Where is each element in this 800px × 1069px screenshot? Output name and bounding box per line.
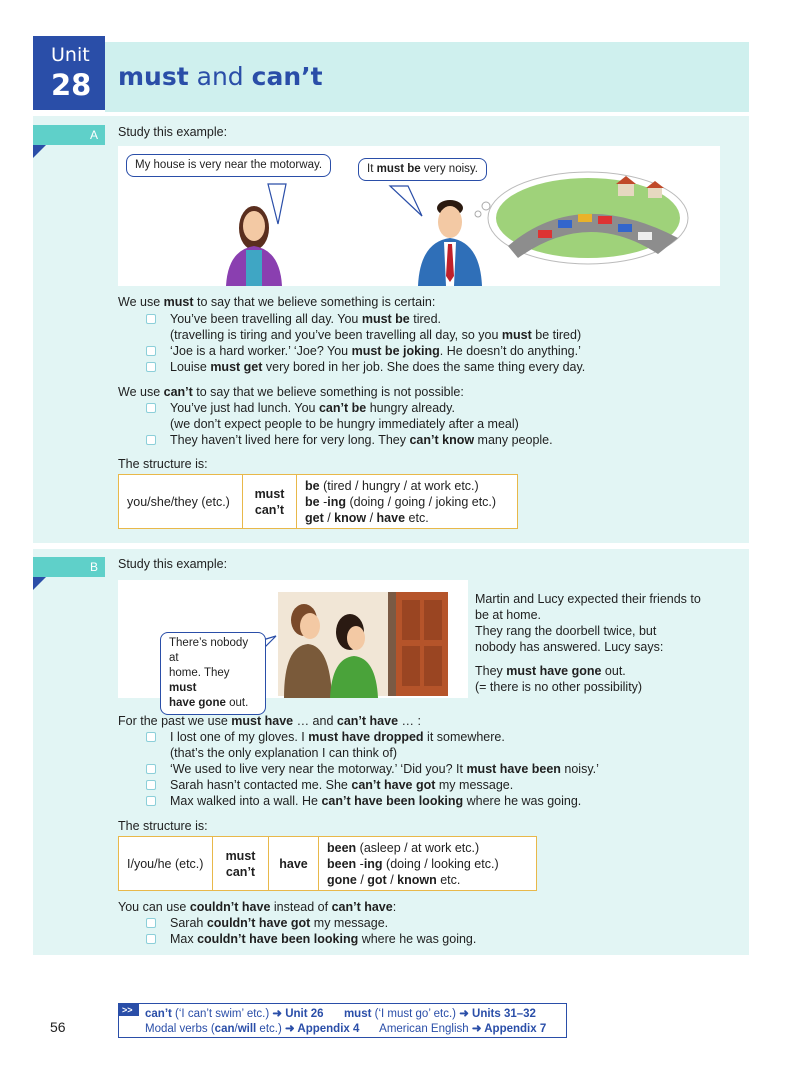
bullet-icon: [146, 934, 156, 944]
bullet-icon: [146, 314, 156, 324]
table-b-complements: been (asleep / at work etc.) been -ing (doing / looking etc.) gone / got / known etc.: [319, 837, 537, 891]
door-and-couple: [278, 592, 448, 698]
cant-intro: We use can’t to say that we believe something is not possible:: [118, 385, 464, 399]
bullet-icon: [146, 796, 156, 806]
section-b-tab: B: [33, 557, 105, 577]
section-b-intro: Study this example:: [118, 557, 228, 571]
structure-table-b: [118, 836, 537, 891]
thought-cloud-motorway: [488, 172, 688, 264]
cant-example-2: They haven’t lived here for very long. They can’t know many people.: [170, 433, 553, 447]
past-example-1-note: (that’s the only explanation I can think of): [170, 746, 397, 760]
must-example-1: You’ve been travelling all day. You must be tired.: [170, 312, 442, 326]
bullet-icon: [146, 918, 156, 928]
couldnt-intro: You can use couldn’t have instead of can’t have:: [118, 900, 397, 914]
must-example-3: Louise must get very bored in her job. She does the same thing every day.: [170, 360, 586, 374]
past-example-2: ‘We used to live very near the motorway.’ ‘Did you? It must have been noisy.’: [170, 762, 599, 776]
story-line-6: (= there is no other possibility): [475, 680, 643, 694]
story-line-5: They must have gone out.: [475, 664, 626, 678]
table-a-modals: must can’t: [243, 475, 297, 529]
bullet-icon: [146, 346, 156, 356]
structure-label-b: The structure is:: [118, 819, 208, 833]
bullet-icon: [146, 362, 156, 372]
unit-number: 28: [51, 68, 92, 102]
section-a-intro: Study this example:: [118, 125, 228, 139]
table-a-subject: you/she/they (etc.): [119, 475, 243, 529]
section-b-illustration: [118, 580, 468, 709]
structure-table-a: [118, 474, 518, 529]
link-appendix-7[interactable]: ➜ Appendix 7: [471, 1023, 547, 1035]
link-units-31-32[interactable]: ➜ Units 31–32: [459, 1008, 536, 1020]
story-line-1: Martin and Lucy expected their friends to: [475, 592, 701, 606]
cross-ref-line-1: can’t (‘I can’t swim’ etc.) ➜ Unit 26 must (‘I must go’ etc.) ➜ Units 31–32: [145, 1008, 536, 1020]
speech-bubble-woman: My house is very near the motorway.: [126, 154, 331, 177]
bullet-icon: [146, 435, 156, 445]
link-appendix-4[interactable]: ➜ Appendix 4: [285, 1023, 360, 1035]
past-example-4: Max walked into a wall. He can’t have been looking where he was going.: [170, 794, 582, 808]
must-example-2: ‘Joe is a hard worker.’ ‘Joe? You must be joking. He doesn’t do anything.’: [170, 344, 581, 358]
link-unit-26[interactable]: ➜ Unit 26: [272, 1008, 324, 1020]
must-intro: We use must to say that we believe something is certain:: [118, 295, 436, 309]
bullet-icon: [146, 403, 156, 413]
cant-example-1: You’ve just had lunch. You can’t be hungry already.: [170, 401, 455, 415]
couldnt-example-1: Sarah couldn’t have got my message.: [170, 916, 389, 930]
table-a-complements: be (tired / hungry / at work etc.) be -ing (doing / going / joking etc.) get / know / have etc.: [297, 475, 518, 529]
couldnt-example-2: Max couldn’t have been looking where he was going.: [170, 932, 477, 946]
cross-reference-box: [118, 1003, 567, 1038]
cant-example-1-note: (we don’t expect people to be hungry immediately after a meal): [170, 417, 519, 431]
bullet-icon: [146, 732, 156, 742]
unit-badge: [33, 36, 105, 110]
man-figure: [418, 200, 482, 286]
past-example-1: I lost one of my gloves. I must have dropped it somewhere.: [170, 730, 505, 744]
section-a-illustration: [118, 146, 720, 286]
speech-bubble-man: It must be very noisy.: [358, 158, 487, 181]
past-intro: For the past we use must have … and can’t have … :: [118, 714, 421, 728]
woman-figure: [226, 206, 282, 286]
table-b-have: have: [269, 837, 319, 891]
speech-bubble-lucy: There’s nobody at home. They must have gone out.: [160, 632, 266, 715]
section-b-tab-corner: [33, 577, 46, 590]
table-b-subject: I/you/he (etc.): [119, 837, 213, 891]
story-line-2: be at home.: [475, 608, 542, 622]
bullet-icon: [146, 764, 156, 774]
structure-label-a: The structure is:: [118, 457, 208, 471]
bullet-icon: [146, 780, 156, 790]
table-b-modals: must can’t: [213, 837, 269, 891]
unit-word: Unit: [51, 44, 90, 66]
page-title: must and can’t: [118, 62, 323, 91]
double-arrow-icon: >>: [119, 1004, 139, 1016]
section-a-tab: A: [33, 125, 105, 145]
section-a-tab-corner: [33, 145, 46, 158]
story-line-3: They rang the doorbell twice, but: [475, 624, 657, 638]
story-line-4: nobody has answered. Lucy says:: [475, 640, 664, 654]
past-example-3: Sarah hasn’t contacted me. She can’t have got my message.: [170, 778, 514, 792]
page-number: 56: [50, 1019, 66, 1035]
cross-ref-line-2: Modal verbs (can/will etc.) ➜ Appendix 4 American English ➜ Appendix 7: [145, 1023, 547, 1035]
must-example-1-note: (travelling is tiring and you’ve been travelling all day, so you must be tired): [170, 328, 582, 342]
